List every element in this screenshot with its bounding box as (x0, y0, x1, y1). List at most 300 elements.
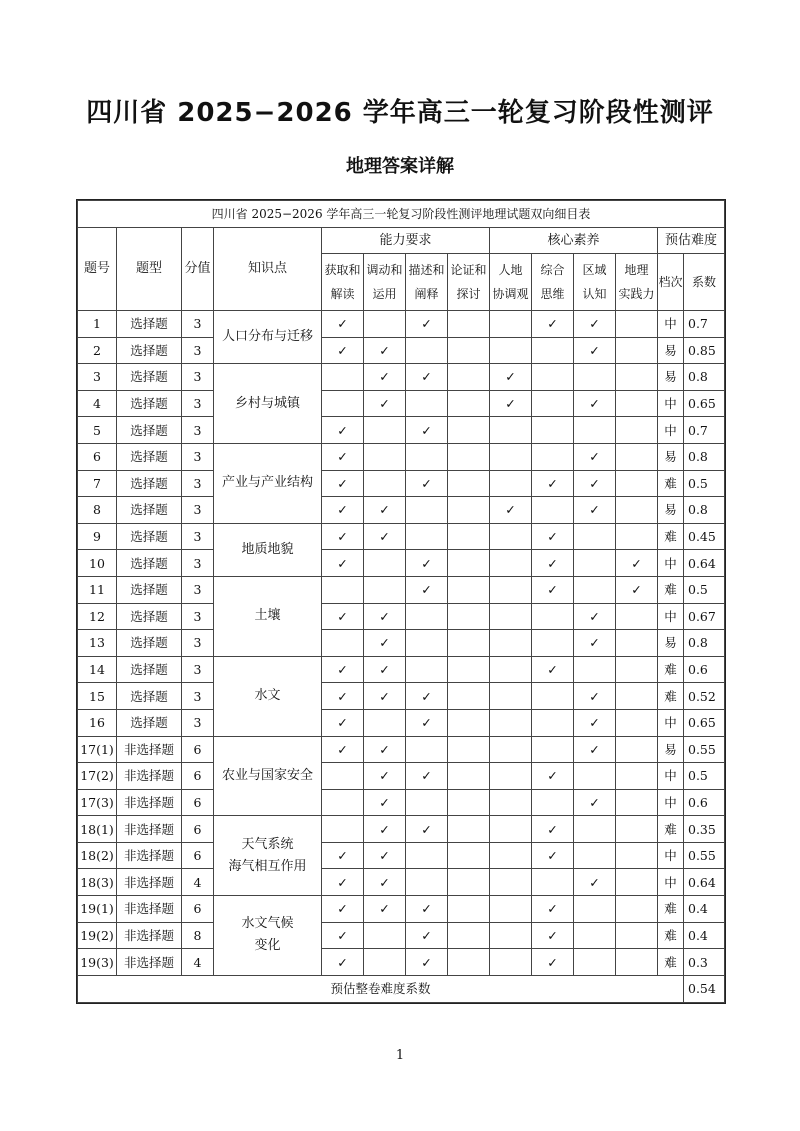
empty-cell (448, 417, 490, 444)
question-score: 3 (182, 550, 214, 577)
difficulty-coef: 0.7 (684, 417, 725, 444)
question-no: 18(3) (78, 869, 117, 896)
header-score: 分值 (182, 228, 214, 311)
check-mark: ✓ (322, 922, 364, 949)
empty-cell (364, 470, 406, 497)
header-difficulty: 预估难度 (658, 228, 725, 254)
page-title: 四川省 2025−2026 学年高三一轮复习阶段性测评 (86, 98, 714, 128)
question-type: 非选择题 (117, 763, 182, 790)
check-mark: ✓ (574, 390, 616, 417)
empty-cell (406, 523, 448, 550)
question-score: 8 (182, 922, 214, 949)
table-row (78, 337, 725, 364)
page-subtitle: 地理答案详解 (346, 156, 454, 177)
footer-row (78, 975, 725, 1002)
question-score: 3 (182, 683, 214, 710)
check-mark: ✓ (364, 683, 406, 710)
table-row (78, 816, 725, 843)
question-score: 6 (182, 763, 214, 790)
question-type: 选择题 (117, 337, 182, 364)
difficulty-level: 中 (658, 869, 684, 896)
empty-cell (448, 390, 490, 417)
empty-cell (574, 949, 616, 976)
difficulty-level: 难 (658, 949, 684, 976)
check-mark: ✓ (364, 869, 406, 896)
empty-cell (616, 816, 658, 843)
header-coef: 系数 (684, 254, 725, 311)
difficulty-level: 难 (658, 896, 684, 923)
difficulty-coef: 0.35 (684, 816, 725, 843)
empty-cell (406, 390, 448, 417)
empty-cell (490, 683, 532, 710)
check-mark: ✓ (322, 337, 364, 364)
difficulty-coef: 0.65 (684, 709, 725, 736)
overall-difficulty-value: 0.54 (684, 975, 725, 1002)
difficulty-level: 中 (658, 311, 684, 338)
difficulty-level: 中 (658, 603, 684, 630)
check-mark: ✓ (406, 683, 448, 710)
empty-cell (322, 576, 364, 603)
table-row (78, 763, 725, 790)
check-mark: ✓ (574, 630, 616, 657)
empty-cell (406, 603, 448, 630)
question-no: 17(1) (78, 736, 117, 763)
question-type: 选择题 (117, 390, 182, 417)
question-no: 4 (78, 390, 117, 417)
question-no: 9 (78, 523, 117, 550)
empty-cell (616, 709, 658, 736)
question-score: 3 (182, 417, 214, 444)
empty-cell (406, 630, 448, 657)
empty-cell (448, 497, 490, 524)
check-mark: ✓ (364, 630, 406, 657)
check-mark: ✓ (364, 842, 406, 869)
difficulty-coef: 0.52 (684, 683, 725, 710)
difficulty-level: 难 (658, 523, 684, 550)
check-mark: ✓ (322, 523, 364, 550)
empty-cell (532, 497, 574, 524)
empty-cell (532, 869, 574, 896)
empty-cell (364, 709, 406, 736)
header-ability-apply: 调动和 运用 (364, 254, 406, 311)
empty-cell (532, 709, 574, 736)
empty-cell (532, 736, 574, 763)
question-type: 选择题 (117, 443, 182, 470)
question-no: 19(2) (78, 922, 117, 949)
check-mark: ✓ (532, 550, 574, 577)
empty-cell (322, 630, 364, 657)
difficulty-level: 易 (658, 497, 684, 524)
empty-cell (490, 842, 532, 869)
difficulty-coef: 0.6 (684, 656, 725, 683)
empty-cell (490, 337, 532, 364)
header-literacy-regional: 区域 认知 (574, 254, 616, 311)
question-score: 3 (182, 311, 214, 338)
question-no: 12 (78, 603, 117, 630)
question-no: 17(2) (78, 763, 117, 790)
check-mark: ✓ (406, 550, 448, 577)
check-mark: ✓ (406, 763, 448, 790)
empty-cell (490, 470, 532, 497)
difficulty-level: 易 (658, 337, 684, 364)
empty-cell (448, 709, 490, 736)
header-ability-acquire: 获取和 解读 (322, 254, 364, 311)
check-mark: ✓ (364, 390, 406, 417)
empty-cell (616, 842, 658, 869)
question-type: 选择题 (117, 523, 182, 550)
empty-cell (490, 869, 532, 896)
empty-cell (532, 630, 574, 657)
question-score: 3 (182, 576, 214, 603)
empty-cell (448, 337, 490, 364)
difficulty-coef: 0.5 (684, 576, 725, 603)
table-row (78, 523, 725, 550)
empty-cell (364, 576, 406, 603)
header-literacy-harmony: 人地 协调观 (490, 254, 532, 311)
table-row (78, 364, 725, 391)
check-mark: ✓ (532, 576, 574, 603)
check-mark: ✓ (532, 763, 574, 790)
question-score: 6 (182, 736, 214, 763)
empty-cell (490, 949, 532, 976)
table-row (78, 550, 725, 577)
difficulty-coef: 0.8 (684, 497, 725, 524)
empty-cell (616, 949, 658, 976)
empty-cell (406, 869, 448, 896)
question-score: 3 (182, 390, 214, 417)
empty-cell (448, 763, 490, 790)
empty-cell (448, 630, 490, 657)
empty-cell (448, 470, 490, 497)
question-type: 选择题 (117, 709, 182, 736)
question-score: 3 (182, 630, 214, 657)
check-mark: ✓ (364, 736, 406, 763)
empty-cell (532, 683, 574, 710)
check-mark: ✓ (322, 656, 364, 683)
question-no: 3 (78, 364, 117, 391)
empty-cell (406, 842, 448, 869)
question-no: 16 (78, 709, 117, 736)
check-mark: ✓ (532, 470, 574, 497)
question-type: 选择题 (117, 470, 182, 497)
table-row (78, 443, 725, 470)
empty-cell (532, 789, 574, 816)
empty-cell (574, 656, 616, 683)
empty-cell (406, 656, 448, 683)
empty-cell (364, 443, 406, 470)
knowledge-point: 水文气候 变化 (214, 896, 322, 976)
question-no: 15 (78, 683, 117, 710)
check-mark: ✓ (532, 949, 574, 976)
empty-cell (448, 789, 490, 816)
empty-cell (574, 842, 616, 869)
check-mark: ✓ (574, 683, 616, 710)
table-row (78, 497, 725, 524)
empty-cell (406, 337, 448, 364)
empty-cell (490, 550, 532, 577)
empty-cell (574, 523, 616, 550)
question-type: 非选择题 (117, 816, 182, 843)
empty-cell (532, 443, 574, 470)
empty-cell (364, 949, 406, 976)
empty-cell (322, 789, 364, 816)
empty-cell (364, 922, 406, 949)
difficulty-level: 中 (658, 709, 684, 736)
empty-cell (616, 630, 658, 657)
empty-cell (574, 417, 616, 444)
check-mark: ✓ (322, 709, 364, 736)
check-mark: ✓ (574, 311, 616, 338)
knowledge-point: 乡村与城镇 (214, 364, 322, 444)
check-mark: ✓ (322, 443, 364, 470)
empty-cell (532, 337, 574, 364)
question-score: 3 (182, 470, 214, 497)
empty-cell (448, 922, 490, 949)
empty-cell (448, 550, 490, 577)
empty-cell (490, 630, 532, 657)
question-score: 6 (182, 816, 214, 843)
empty-cell (322, 364, 364, 391)
table-row (78, 603, 725, 630)
check-mark: ✓ (322, 736, 364, 763)
check-mark: ✓ (532, 922, 574, 949)
empty-cell (616, 443, 658, 470)
spec-table (77, 200, 725, 1003)
difficulty-coef: 0.55 (684, 842, 725, 869)
question-score: 3 (182, 337, 214, 364)
empty-cell (532, 417, 574, 444)
question-no: 19(3) (78, 949, 117, 976)
question-no: 1 (78, 311, 117, 338)
check-mark: ✓ (322, 550, 364, 577)
empty-cell (616, 869, 658, 896)
question-score: 4 (182, 949, 214, 976)
question-type: 非选择题 (117, 896, 182, 923)
difficulty-level: 中 (658, 842, 684, 869)
empty-cell (616, 417, 658, 444)
table-row (78, 922, 725, 949)
check-mark: ✓ (322, 683, 364, 710)
check-mark: ✓ (322, 470, 364, 497)
question-type: 选择题 (117, 497, 182, 524)
check-mark: ✓ (490, 364, 532, 391)
empty-cell (406, 789, 448, 816)
difficulty-level: 易 (658, 443, 684, 470)
check-mark: ✓ (532, 896, 574, 923)
check-mark: ✓ (364, 656, 406, 683)
check-mark: ✓ (574, 470, 616, 497)
empty-cell (490, 736, 532, 763)
table-row (78, 842, 725, 869)
question-no: 10 (78, 550, 117, 577)
check-mark: ✓ (406, 922, 448, 949)
difficulty-level: 难 (658, 683, 684, 710)
difficulty-coef: 0.8 (684, 443, 725, 470)
empty-cell (616, 736, 658, 763)
empty-cell (490, 576, 532, 603)
empty-cell (574, 816, 616, 843)
check-mark: ✓ (532, 656, 574, 683)
question-type: 选择题 (117, 417, 182, 444)
table-row (78, 576, 725, 603)
empty-cell (448, 443, 490, 470)
question-no: 19(1) (78, 896, 117, 923)
difficulty-level: 中 (658, 789, 684, 816)
question-no: 17(3) (78, 789, 117, 816)
empty-cell (322, 816, 364, 843)
empty-cell (406, 736, 448, 763)
check-mark: ✓ (574, 337, 616, 364)
header-knowledge: 知识点 (214, 228, 322, 311)
question-score: 6 (182, 789, 214, 816)
empty-cell (448, 949, 490, 976)
check-mark: ✓ (532, 311, 574, 338)
difficulty-coef: 0.8 (684, 630, 725, 657)
empty-cell (490, 523, 532, 550)
empty-cell (490, 896, 532, 923)
question-type: 选择题 (117, 603, 182, 630)
header-literacy-practice: 地理 实践力 (616, 254, 658, 311)
difficulty-coef: 0.65 (684, 390, 725, 417)
difficulty-coef: 0.64 (684, 550, 725, 577)
check-mark: ✓ (322, 497, 364, 524)
difficulty-level: 易 (658, 736, 684, 763)
empty-cell (490, 922, 532, 949)
check-mark: ✓ (406, 311, 448, 338)
difficulty-level: 中 (658, 390, 684, 417)
check-mark: ✓ (364, 337, 406, 364)
difficulty-coef: 0.7 (684, 311, 725, 338)
check-mark: ✓ (364, 789, 406, 816)
knowledge-point: 水文 (214, 656, 322, 736)
header-ability-describe: 描述和 阐释 (406, 254, 448, 311)
check-mark: ✓ (574, 869, 616, 896)
empty-cell (448, 896, 490, 923)
difficulty-level: 易 (658, 364, 684, 391)
question-no: 6 (78, 443, 117, 470)
difficulty-coef: 0.45 (684, 523, 725, 550)
table-row (78, 683, 725, 710)
question-type: 非选择题 (117, 922, 182, 949)
question-no: 7 (78, 470, 117, 497)
table-row (78, 311, 725, 338)
check-mark: ✓ (364, 816, 406, 843)
empty-cell (406, 443, 448, 470)
empty-cell (616, 683, 658, 710)
question-type: 选择题 (117, 656, 182, 683)
check-mark: ✓ (322, 949, 364, 976)
difficulty-level: 难 (658, 922, 684, 949)
question-no: 14 (78, 656, 117, 683)
empty-cell (532, 364, 574, 391)
difficulty-coef: 0.85 (684, 337, 725, 364)
question-type: 非选择题 (117, 736, 182, 763)
table-row (78, 869, 725, 896)
check-mark: ✓ (406, 896, 448, 923)
table-row (78, 390, 725, 417)
overall-difficulty-label: 预估整卷难度系数 (78, 975, 684, 1002)
difficulty-coef: 0.3 (684, 949, 725, 976)
table-row (78, 789, 725, 816)
header-ability-argue: 论证和 探讨 (448, 254, 490, 311)
empty-cell (616, 497, 658, 524)
question-score: 3 (182, 656, 214, 683)
empty-cell (574, 922, 616, 949)
empty-cell (490, 311, 532, 338)
difficulty-level: 难 (658, 656, 684, 683)
question-type: 非选择题 (117, 949, 182, 976)
empty-cell (490, 789, 532, 816)
difficulty-coef: 0.55 (684, 736, 725, 763)
question-no: 8 (78, 497, 117, 524)
empty-cell (448, 869, 490, 896)
check-mark: ✓ (364, 763, 406, 790)
empty-cell (574, 364, 616, 391)
table-row (78, 417, 725, 444)
question-score: 4 (182, 869, 214, 896)
table-row (78, 736, 725, 763)
question-score: 3 (182, 709, 214, 736)
check-mark: ✓ (574, 443, 616, 470)
difficulty-coef: 0.4 (684, 896, 725, 923)
question-type: 选择题 (117, 311, 182, 338)
question-no: 18(1) (78, 816, 117, 843)
knowledge-point: 产业与产业结构 (214, 443, 322, 523)
empty-cell (448, 311, 490, 338)
header-literacy: 核心素养 (490, 228, 658, 254)
check-mark: ✓ (574, 789, 616, 816)
empty-cell (364, 550, 406, 577)
difficulty-coef: 0.67 (684, 603, 725, 630)
check-mark: ✓ (322, 311, 364, 338)
question-type: 选择题 (117, 630, 182, 657)
empty-cell (616, 523, 658, 550)
check-mark: ✓ (406, 576, 448, 603)
empty-cell (574, 576, 616, 603)
empty-cell (616, 390, 658, 417)
question-score: 3 (182, 364, 214, 391)
knowledge-point: 地质地貌 (214, 523, 322, 576)
check-mark: ✓ (490, 497, 532, 524)
check-mark: ✓ (406, 364, 448, 391)
difficulty-level: 难 (658, 816, 684, 843)
question-type: 非选择题 (117, 789, 182, 816)
table-row (78, 949, 725, 976)
check-mark: ✓ (406, 709, 448, 736)
spec-table-frame (76, 199, 726, 1004)
check-mark: ✓ (532, 816, 574, 843)
difficulty-coef: 0.6 (684, 789, 725, 816)
difficulty-coef: 0.4 (684, 922, 725, 949)
check-mark: ✓ (364, 364, 406, 391)
empty-cell (616, 364, 658, 391)
question-type: 非选择题 (117, 869, 182, 896)
empty-cell (448, 576, 490, 603)
table-row (78, 470, 725, 497)
empty-cell (574, 763, 616, 790)
empty-cell (616, 789, 658, 816)
empty-cell (616, 470, 658, 497)
empty-cell (616, 656, 658, 683)
check-mark: ✓ (322, 603, 364, 630)
check-mark: ✓ (616, 550, 658, 577)
question-no: 2 (78, 337, 117, 364)
empty-cell (448, 842, 490, 869)
difficulty-level: 易 (658, 630, 684, 657)
empty-cell (616, 311, 658, 338)
question-no: 5 (78, 417, 117, 444)
empty-cell (322, 390, 364, 417)
